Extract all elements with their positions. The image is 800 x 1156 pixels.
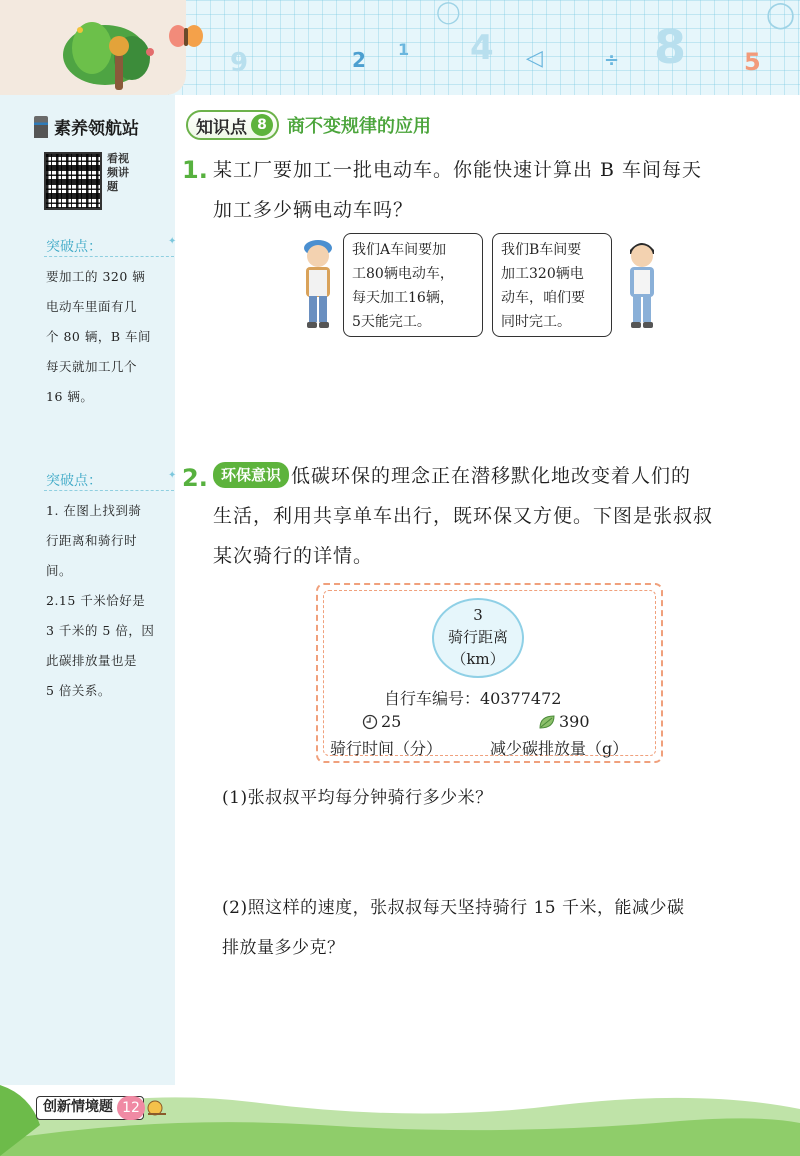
decor-digit: 9 xyxy=(230,48,249,78)
question-1-text xyxy=(213,150,773,230)
bubble-b-line: 同时完工。 xyxy=(501,314,571,330)
tip1-line: 个 80 辆，B 车间 xyxy=(46,329,152,344)
tip1-divider xyxy=(44,256,174,257)
tip2-text xyxy=(46,496,170,706)
question-2-line xyxy=(213,456,783,496)
lighthouse-icon xyxy=(34,116,48,138)
tip2-line: 5 倍关系。 xyxy=(46,683,111,698)
distance-circle xyxy=(432,598,524,678)
eco-awareness-tag: 环保意识 xyxy=(213,462,289,488)
worker-a-figure-icon xyxy=(296,236,340,332)
question-1-number: 1. xyxy=(182,156,208,184)
snail-icon xyxy=(146,1098,168,1116)
tip1-line: 16 辆。 xyxy=(46,389,94,404)
decor-digit: 5 xyxy=(744,48,761,76)
leaf-icon xyxy=(538,714,556,730)
question-1-line: 加工多少辆电动车吗？ xyxy=(213,199,414,221)
decor-digit: 2 xyxy=(352,48,366,72)
decor-circle: ◯ xyxy=(436,0,461,25)
section-heading: 商不变规律的应用 xyxy=(287,116,431,137)
knowledge-point-label: 知识点 xyxy=(196,117,247,138)
time-value: 25 xyxy=(381,712,402,731)
tip2-line: 间。 xyxy=(46,563,73,578)
speech-bubble-a xyxy=(343,233,483,337)
question-1-line: 某工厂要加工一批电动车。你能快速计算出 B 车间每天 xyxy=(213,159,703,181)
decor-digit: 4 xyxy=(470,28,494,68)
page-number: 12 xyxy=(117,1096,145,1120)
tip2-heading: 突破点： xyxy=(46,473,102,489)
sub-question-1: (1)张叔叔平均每分钟骑行多少米？ xyxy=(222,788,493,808)
carbon-row xyxy=(538,712,590,731)
qr-code[interactable] xyxy=(44,152,102,210)
bubble-a-line: 5天能完工。 xyxy=(352,314,431,330)
tip2-line: 2.15 千米恰好是 xyxy=(46,593,146,608)
tip1-line: 电动车里面有几 xyxy=(46,299,138,314)
tip2-line: 1. 在图上找到骑 xyxy=(46,503,142,518)
speech-bubble-b xyxy=(492,233,612,337)
tip1-heading: 突破点： xyxy=(46,239,102,255)
question-2-line: 生活，利用共享单车出行，既环保又方便。下图是张叔叔 xyxy=(213,505,714,527)
decor-digit: 1 xyxy=(398,40,410,59)
sub-question-2-line: (2)照这样的速度，张叔叔每天坚持骑行 15 千米，能减少碳 xyxy=(222,898,685,918)
section-title xyxy=(186,110,431,140)
decor-divide: ÷ xyxy=(604,50,620,71)
butterfly-icon xyxy=(168,22,204,52)
bubble-a-line: 工80辆电动车， xyxy=(352,266,454,282)
decor-triangle: ◁ xyxy=(526,46,543,71)
knowledge-point-badge xyxy=(186,110,279,140)
distance-unit: （km） xyxy=(451,650,505,668)
tip1-line: 每天就加工几个 xyxy=(46,359,138,374)
distance-value: 3 xyxy=(473,606,483,624)
decor-circle: ◯ xyxy=(766,0,796,30)
worker-b-figure-icon xyxy=(620,236,664,332)
qr-label: 看视频讲题 xyxy=(107,152,129,193)
tip1-line: 要加工的 320 辆 xyxy=(46,269,146,284)
time-row xyxy=(362,712,401,731)
clock-icon xyxy=(362,714,378,730)
bubble-a-line: 我们A车间要加 xyxy=(352,242,447,258)
question-2-line-text: 低碳环保的理念正在潜移默化地改变着人们的 xyxy=(291,465,692,487)
leaf-illustration-icon xyxy=(0,0,186,95)
header-decoration xyxy=(0,0,186,95)
distance-label: 骑行距离 xyxy=(447,628,508,646)
carbon-value: 390 xyxy=(559,712,590,731)
bike-id: 自行车编号：40377472 xyxy=(384,689,562,708)
sub-question-2-line: 排放量多少克？ xyxy=(222,938,345,958)
tip2-line: 行距离和骑行时 xyxy=(46,533,138,548)
tip1-text xyxy=(46,262,170,412)
question-2-number: 2. xyxy=(182,464,208,492)
bubble-b-line: 加工320辆电 xyxy=(501,266,584,282)
tip2-line: 3 千米的 5 倍，因 xyxy=(46,623,155,638)
time-label: 骑行时间（分） xyxy=(330,739,443,758)
question-2-text xyxy=(213,456,783,576)
bubble-b-line: 动车，咱们要 xyxy=(501,290,585,306)
carbon-label: 减少碳排放量（g） xyxy=(490,739,629,758)
footer-label: 创新情境题 xyxy=(36,1096,144,1120)
question-2-line: 某次骑行的详情。 xyxy=(213,545,374,567)
header-band xyxy=(0,0,800,95)
bubble-b-line: 我们B车间要 xyxy=(501,242,582,258)
tip2-line: 此碳排放量也是 xyxy=(46,653,138,668)
sidebar-title-block xyxy=(34,114,139,139)
sparkle-icon: ✦ xyxy=(168,236,177,247)
sub-question-2 xyxy=(222,888,782,968)
decor-digit: 8 xyxy=(654,20,687,74)
bubble-a-line: 每天加工16辆， xyxy=(352,290,454,306)
knowledge-point-number: 8 xyxy=(251,114,273,136)
sparkle-icon: ✦ xyxy=(168,470,177,481)
tip2-divider xyxy=(44,490,174,491)
sidebar-title: 素养领航站 xyxy=(54,119,139,139)
